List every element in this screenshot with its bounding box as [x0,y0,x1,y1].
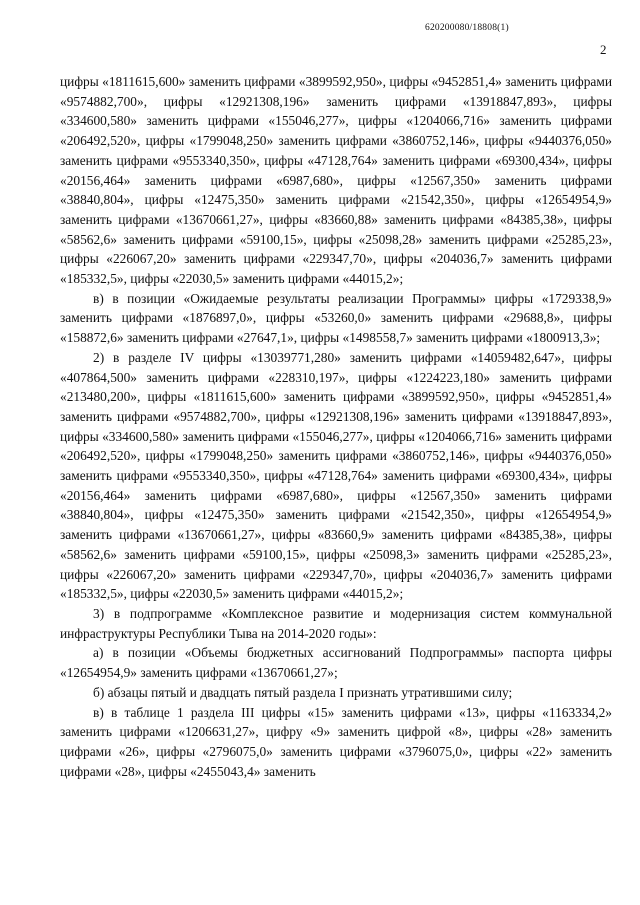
paragraph-item-v-table: в) в таблице 1 раздела III цифры «15» заменить цифрами «13», цифры «1163334,2» заменить цифрами «1206631,27», цифру «9» заменить цифрой «8», цифры «28» заменить цифрами «26», цифры «2796075,0» заменить цифрами «3796075,0», цифры «22» заменить цифрами «28», цифры «2455043,4» заменить [60,704,612,779]
paragraph-item-a-budget: а) в позиции «Объемы бюджетных ассигнований Подпрограммы» паспорта цифры «12654954,9» заменить цифрами «13670661,27»; [60,645,612,681]
paragraph-item-v-expected-results: в) в позиции «Ожидаемые результаты реализации Программы» цифры «1729338,9» заменить цифрами «1876897,0», цифры «53260,0» заменить цифрами «29688,8», цифры «158872,6» заменить цифрами «27647,1», цифры «1498558,7» заменить цифрами «1800913,3»; [60,290,612,346]
document-id: 620200080/18808(1) [425,23,509,33]
paragraph-item-3-subprogram: 3) в подпрограмме «Комплексное развитие и модернизация систем коммунальной инфраструктуры Республики Тыва на 2014-2020 годы»: [60,605,612,641]
paragraph-continuation: цифры «1811615,600» заменить цифрами «3899592,950», цифры «9452851,4» заменить цифрами «9574882,700», цифры «12921308,196» заменить цифрами «13918847,893», цифры «334600,580» заменить цифрами «155046,277», цифры «1204066,716» заменить цифрами «206492,520», цифры «1799048,250» заменить цифрами «3860752,146», цифры «9440376,050» заменить цифрами «9553340,350», цифры «47128,764» заменить цифрами «69300,434», цифры «20156,464» заменить цифрами «6987,680», цифры «12567,350» заменить цифрами «38840,804», цифры «12475,350» заменить цифрами «21542,350», цифры «12654954,9» заменить цифрами «13670661,27», цифры «83660,88» заменить цифрами «84385,38», цифры «58562,6» заменить цифрами «59100,15», цифры «25098,28» заменить цифрами «25285,23», цифры «226067,20» заменить цифрами «229347,70», цифры «204036,7» заменить цифрами «185332,5», цифры «22030,5» заменить цифрами «44015,2»; [60,74,612,287]
paragraph-item-2-section-iv: 2) в разделе IV цифры «13039771,280» заменить цифрами «14059482,647», цифры «407864,500» заменить цифрами «228310,197», цифры «1224223,180» заменить цифрами «213480,200», цифры «1811615,600» заменить цифрами «3899592,950», цифры «9452851,4» заменить цифрами «9574882,700», цифры «12921308,196» заменить цифрами «13918847,893», цифры «334600,580» заменить цифрами «155046,277», цифры «1204066,716» заменить цифрами «206492,520», цифры «1799048,250» заменить цифрами «3860752,146», цифры «9440376,050» заменить цифрами «9553340,350», цифры «47128,764» заменить цифрами «69300,434», цифры «20156,464» заменить цифрами «6987,680», цифры «12567,350» заменить цифрами «38840,804», цифры «12475,350» заменить цифрами «21542,350», цифры «12654954,9» заменить цифрами «13670661,27», цифры «83660,9» заменить цифрами «84385,38», цифры «58562,6» заменить цифрами «59100,15», цифры «25098,3» заменить цифрами «25285,23», цифры «226067,20» заменить цифрами «229347,70», цифры «204036,7» заменить цифрами «185332,5», цифры «22030,5» заменить цифрами «44015,2»; [60,349,612,602]
paragraph-item-b-invalidate: б) абзацы пятый и двадцать пятый раздела I признать утратившими силу; [93,684,513,700]
document-body [60,72,612,781]
page-number: 2 [600,42,607,57]
